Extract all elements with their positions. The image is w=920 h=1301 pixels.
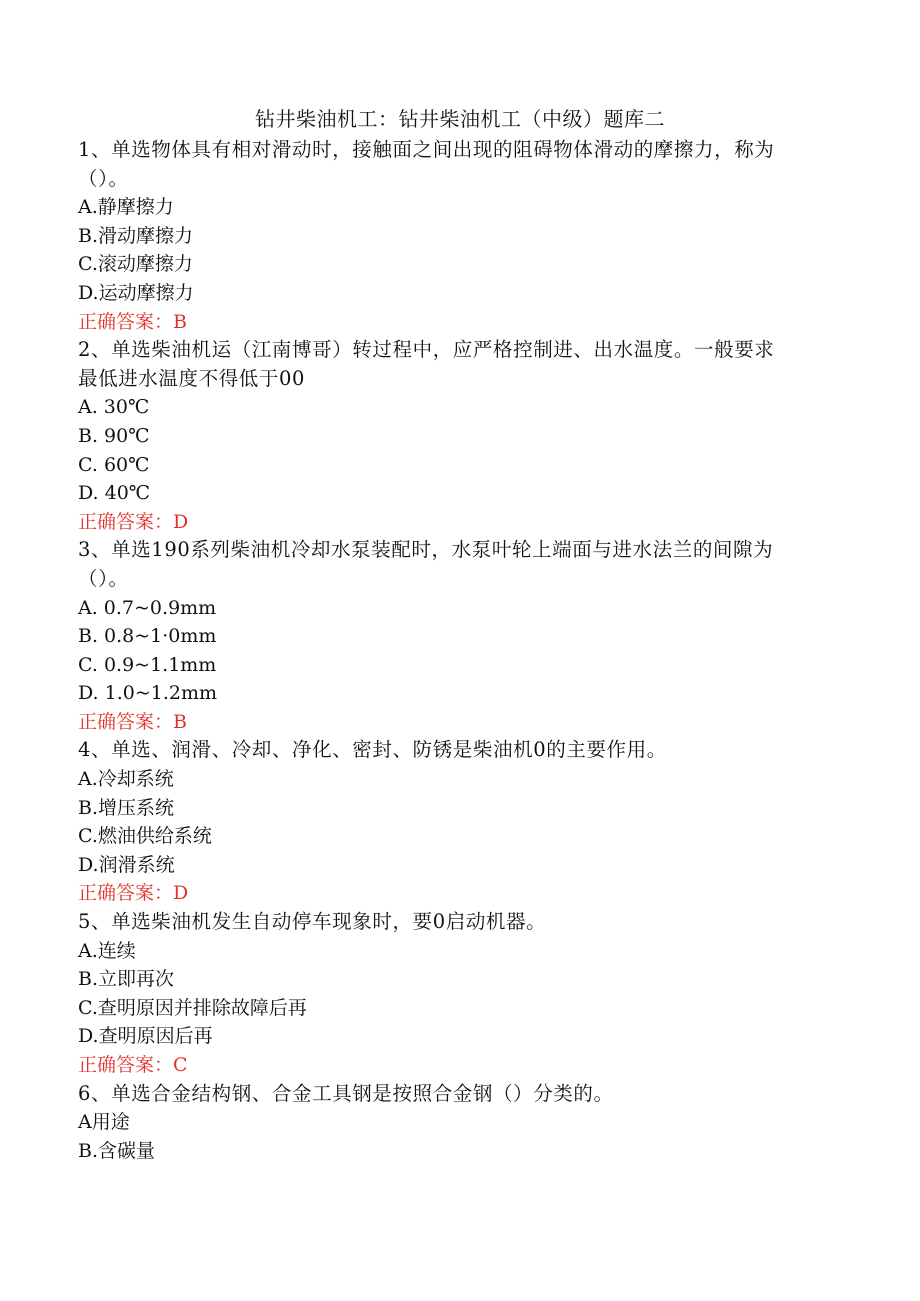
option-d: D.润滑系统 <box>78 853 175 876</box>
option-c: C. 60℃ <box>78 453 150 476</box>
document-title: 钻井柴油机工：钻井柴油机工（中级）题库二 <box>255 107 665 131</box>
question-6 <box>78 1080 833 1166</box>
option-b: B.立即再次 <box>78 968 175 991</box>
correct-answer: 正确答案：B <box>78 710 187 733</box>
question-stem: 1、单选物体具有相对滑动时，接触面之间出现的阻碍物体滑动的摩擦力，称为 <box>78 138 775 161</box>
question-stem: 3、单选190系列柴油机冷却水泵装配时，水泵叶轮上端面与进水法兰的间隙为 <box>78 538 774 562</box>
option-a: A. 0.7~0.9mm <box>78 596 217 619</box>
question-list <box>78 136 833 1165</box>
option-b: B.含碳量 <box>78 1139 156 1162</box>
option-d: D.查明原因后再 <box>78 1025 213 1048</box>
option-b: B. 0.8~1·0mm <box>78 625 217 648</box>
option-c: C. 0.9~1.1mm <box>78 653 217 676</box>
question-stem: 6、单选合金结构钢、合金工具钢是按照合金钢（）分类的。 <box>78 1081 614 1105</box>
correct-answer: 正确答案：B <box>78 310 187 333</box>
option-c: C.滚动摩擦力 <box>78 253 193 276</box>
option-a: A.连续 <box>78 939 136 962</box>
question-2 <box>78 336 833 536</box>
question-stem-continued: （）。 <box>78 566 129 590</box>
option-d: D.运动摩擦力 <box>78 281 194 304</box>
correct-answer: 正确答案：D <box>78 510 189 533</box>
option-a: A.静摩擦力 <box>78 196 174 219</box>
option-c: C.查明原因并排除故障后再 <box>78 996 307 1019</box>
question-stem: 4、单选、润滑、冷却、净化、密封、防锈是柴油机0的主要作用。 <box>78 738 667 762</box>
option-a: A.冷却系统 <box>78 768 174 791</box>
question-stem: 5、单选柴油机发生自动停车现象时，要0启动机器。 <box>78 910 547 934</box>
question-stem-continued: （）。 <box>78 166 129 190</box>
question-stem: 2、单选柴油机运（江南博哥）转过程中，应严格控制进、出水温度。一般要求 <box>78 338 775 362</box>
option-b: B.增压系统 <box>78 796 175 819</box>
correct-answer: 正确答案：D <box>78 882 189 905</box>
option-a: A用途 <box>78 1111 130 1134</box>
option-b: B.滑动摩擦力 <box>78 224 194 247</box>
question-4 <box>78 736 833 908</box>
question-5 <box>78 908 833 1080</box>
correct-answer: 正确答案：C <box>78 1054 188 1076</box>
question-stem-continued: 最低进水温度不得低于00 <box>78 366 306 390</box>
question-1 <box>78 136 833 336</box>
option-d: D. 40℃ <box>78 482 151 505</box>
option-b: B. 90℃ <box>78 424 150 447</box>
option-d: D. 1.0~1.2mm <box>78 682 218 705</box>
question-3 <box>78 536 833 736</box>
option-a: A. 30℃ <box>78 396 150 419</box>
option-c: C.燃油供给系统 <box>78 825 212 848</box>
